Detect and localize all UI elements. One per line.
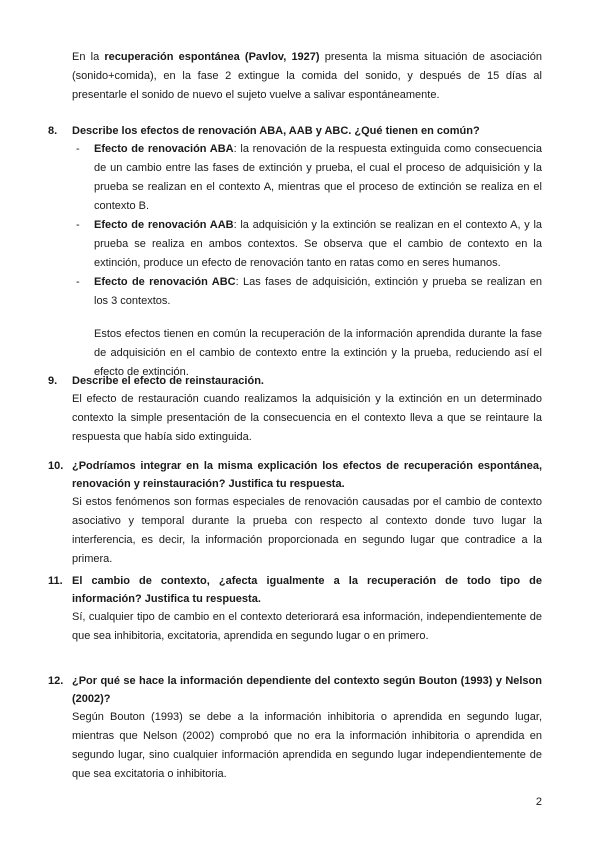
question-title: Describe el efecto de reinstauración.: [72, 375, 264, 387]
bullet-list: [72, 140, 542, 311]
question-number: 11.: [48, 575, 63, 587]
list-item: [72, 273, 542, 311]
summary-paragraph: Estos efectos tienen en común la recuperación de la información aprendida durante la fase de adquisición en el cambio de contexto entre la extinción y la prueba, reduciendo así el efecto de extinción.: [94, 328, 542, 378]
bullet-term: Efecto de renovación ABA: [94, 143, 234, 155]
question-number: 12.: [48, 675, 64, 687]
bullet-term: Efecto de renovación AAB: [94, 219, 234, 231]
question-heading: [48, 122, 542, 140]
intro-paragraph: [72, 48, 542, 105]
bullet-dash: -: [76, 276, 80, 288]
list-item: [72, 140, 542, 216]
question-title: ¿Por qué se hace la información dependiente del contexto según Bouton (1993) y Nelson (2002)?: [72, 675, 542, 705]
page-number: 2: [535, 796, 542, 808]
intro-text-post: presenta la misma situación de asociación (sonido+comida), en la fase 2 extingue la comida del sonido, y después de 15 días al presentarle el sonido de nuevo el sujeto vuelve a salivar espontáneamente.: [72, 51, 542, 101]
bullet-text: : la adquisición y la extinción se realizan en el contexto A, y la prueba se realiza en ambos contextos. Se observa que el cambio de contexto en la extinción, produce un efecto de renovación tanto en ratas como en seres humanos.: [94, 219, 543, 269]
question-title: Describe los efectos de renovación ABA, AAB y ABC. ¿Qué tienen en común?: [72, 125, 480, 137]
question-8: [48, 122, 542, 382]
question-title: ¿Podríamos integrar en la misma explicación los efectos de recuperación espontánea, renovación y reinstauración? Justifica tu respuesta.: [72, 460, 542, 490]
list-item: [72, 216, 542, 273]
question-title: El cambio de contexto, ¿afecta igualmente a la recuperación de todo tipo de información? Justifica tu respuesta.: [72, 575, 542, 605]
answer-paragraph: El efecto de restauración cuando realizamos la adquisición y la extinción en un determinado contexto la simple presentación de la consecuencia en el contexto lleva a que se reintaure la respuesta que había sido extinguida.: [72, 393, 542, 443]
bullet-dash: -: [76, 143, 80, 155]
question-heading: [48, 457, 542, 493]
question-number: 8.: [48, 125, 58, 137]
question-number: 10.: [48, 460, 64, 472]
question-9: [48, 372, 542, 447]
bullet-text: : la renovación de la respuesta extinguida como consecuencia de un cambio entre las fases de extinción y prueba, el cual el proceso de adquisición y la prueba se realizan en el contexto A, mientras que el proceso de extinción se realiza en el contexto B.: [94, 143, 542, 212]
answer-paragraph: Si estos fenómenos son formas especiales de renovación causadas por el cambio de contexto asociativo y temporal durante la prueba con respecto al contexto donde tuvo lugar la interferencia, es decir, la información proporcionada en segundo lugar que contradice a la primera.: [72, 496, 542, 565]
bullet-text: : Las fases de adquisición, extinción y prueba se realizan en los 3 contextos.: [94, 276, 543, 307]
question-heading: [48, 672, 542, 708]
question-number: 9.: [48, 375, 58, 387]
question-12: [48, 672, 542, 784]
answer-paragraph: Sí, cualquier tipo de cambio en el contexto deteriorará esa información, independientemente de que sea inhibitoria, excitatoria, aprendida en segundo lugar o en primero.: [72, 611, 542, 642]
bullet-term: Efecto de renovación ABC: [94, 276, 236, 288]
bullet-dash: -: [76, 219, 80, 231]
question-heading: [48, 572, 542, 608]
intro-bold-term: recuperación espontánea (Pavlov, 1927): [104, 51, 320, 63]
question-heading: [48, 372, 542, 390]
answer-paragraph: Según Bouton (1993) se debe a la información inhibitoria o aprendida en segundo lugar, mientras que Nelson (2002) comprobó que no era la información inhibitoria o aprendida en segundo lugar, sino cualquier información aprendida en segundo lugar independientemente de que sea excitatoria o inhibitoria.: [72, 711, 542, 780]
question-11: [48, 572, 542, 646]
question-10: [48, 457, 542, 569]
intro-text-pre: En la: [72, 51, 105, 63]
